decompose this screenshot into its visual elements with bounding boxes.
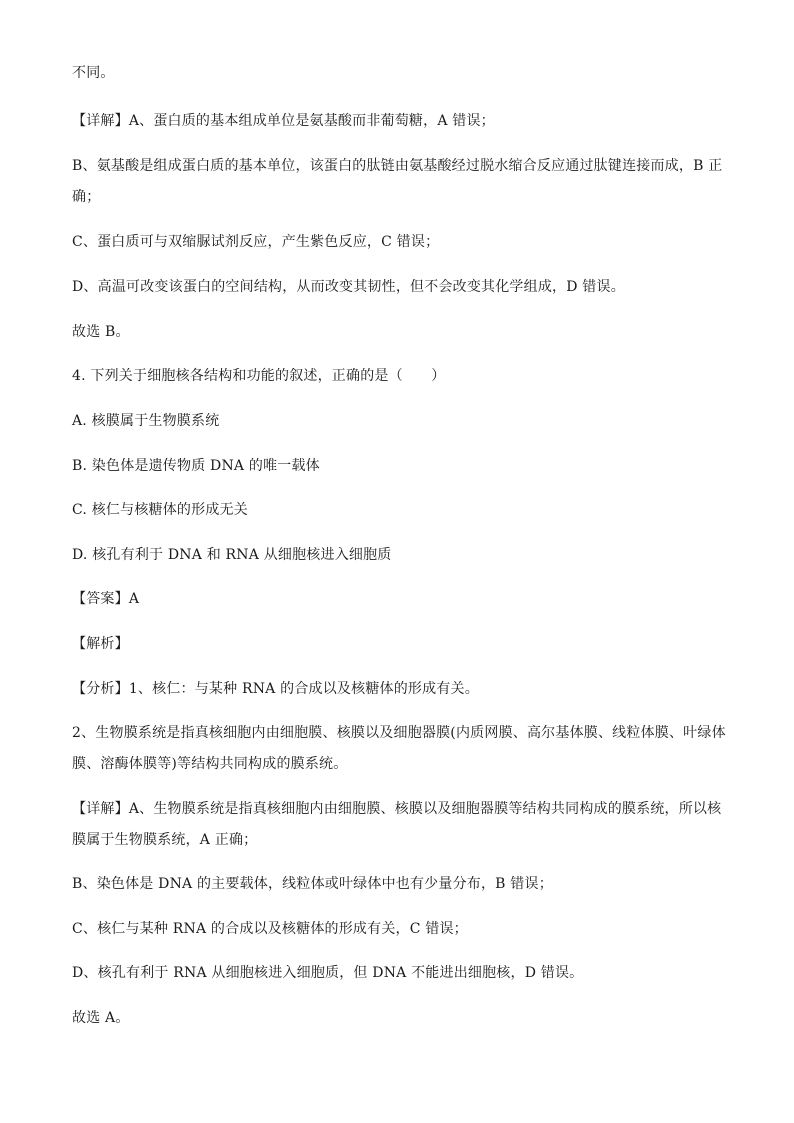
question-option-b bbox=[72, 456, 722, 476]
xiangjie-text-c: C、核仁与某种 RNA 的合成以及核糖体的形成有关，C 错误； bbox=[72, 921, 468, 937]
analysis-fenxi-2-line2 bbox=[72, 754, 722, 774]
detail-tag: 【详解】 bbox=[72, 113, 129, 129]
conclusion-text: 故选 A。 bbox=[72, 1010, 130, 1026]
answer-value: A bbox=[128, 591, 140, 607]
question-option-c bbox=[72, 500, 722, 520]
question-option-d bbox=[72, 545, 722, 565]
question-option-a bbox=[72, 411, 722, 431]
question-stem bbox=[72, 366, 722, 386]
fenxi-text-1: 1、核仁：与某种 RNA 的合成以及核糖体的形成有关。 bbox=[128, 681, 479, 697]
paragraph-detail-d bbox=[72, 277, 722, 297]
analysis-tag: 【解析】 bbox=[72, 636, 129, 652]
analysis-fenxi-1 bbox=[72, 679, 722, 699]
analysis-fenxi-2-line1 bbox=[72, 723, 726, 743]
xiangjie-text-a2: 膜属于生物膜系统，A 正确； bbox=[72, 832, 258, 848]
option-c-text: C. 核仁与核糖体的形成无关 bbox=[72, 502, 248, 518]
analysis-detail-a-line2 bbox=[72, 830, 722, 850]
paragraph-detail-b-line1 bbox=[72, 156, 722, 176]
analysis-detail-c bbox=[72, 919, 722, 939]
fenxi-tag: 【分析】 bbox=[72, 681, 129, 697]
text-p2: A、蛋白质的基本组成单位是氨基酸而非葡萄糖，A 错误； bbox=[128, 113, 495, 129]
text-p3b: 确； bbox=[72, 189, 101, 205]
text-p1: 不同。 bbox=[72, 65, 115, 81]
answer-line bbox=[72, 589, 722, 609]
paragraph-detail-c bbox=[72, 232, 722, 252]
analysis-detail-a-line1 bbox=[72, 799, 722, 819]
xiangjie-text-d: D、核孔有利于 RNA 从细胞核进入细胞质，但 DNA 不能进出细胞核，D 错误。 bbox=[72, 965, 584, 981]
analysis-detail-b bbox=[72, 874, 722, 894]
fenxi-text-2b: 膜、溶酶体膜等)等结构共同构成的膜系统。 bbox=[72, 756, 348, 772]
option-a-text: A. 核膜属于生物膜系统 bbox=[72, 413, 220, 429]
text-p3a: B、氨基酸是组成蛋白质的基本单位，该蛋白的肽链由氨基酸经过脱水缩合反应通过肽键连接而成，B 正 bbox=[72, 158, 723, 174]
answer-tag: 【答案】 bbox=[72, 591, 129, 607]
question-4-stem: 4. 下列关于细胞核各结构和功能的叙述，正确的是（ ） bbox=[72, 368, 446, 384]
option-b-text: B. 染色体是遗传物质 DNA 的唯一载体 bbox=[72, 458, 320, 474]
analysis-conclusion bbox=[72, 1008, 722, 1028]
paragraph-detail-b-line2 bbox=[72, 187, 722, 207]
xiangjie-text-b: B、染色体是 DNA 的主要载体，线粒体或叶绿体中也有少量分布，B 错误； bbox=[72, 876, 553, 892]
text-p5: D、高温可改变该蛋白的空间结构，从而改变其韧性，但不会改变其化学组成，D 错误。 bbox=[72, 279, 625, 295]
xiangjie-text-a1: A、生物膜系统是指真核细胞内由细胞膜、核膜以及细胞器膜等结构共同构成的膜系统，所以核 bbox=[128, 801, 722, 817]
analysis-heading bbox=[72, 634, 722, 654]
paragraph-continuation bbox=[72, 63, 722, 83]
fenxi-text-2a: 2、生物膜系统是指真核细胞内由细胞膜、核膜以及细胞器膜(内质网膜、高尔基体膜、线粒体膜、叶绿体 bbox=[72, 725, 726, 741]
text-p4: C、蛋白质可与双缩脲试剂反应，产生紫色反应，C 错误； bbox=[72, 234, 440, 250]
xiangjie-tag: 【详解】 bbox=[72, 801, 129, 817]
option-d-text: D. 核孔有利于 DNA 和 RNA 从细胞核进入细胞质 bbox=[72, 547, 392, 563]
paragraph-conclusion-1 bbox=[72, 322, 722, 342]
text-p6: 故选 B。 bbox=[72, 324, 130, 340]
paragraph-detail-a bbox=[72, 111, 722, 131]
analysis-detail-d bbox=[72, 963, 722, 983]
